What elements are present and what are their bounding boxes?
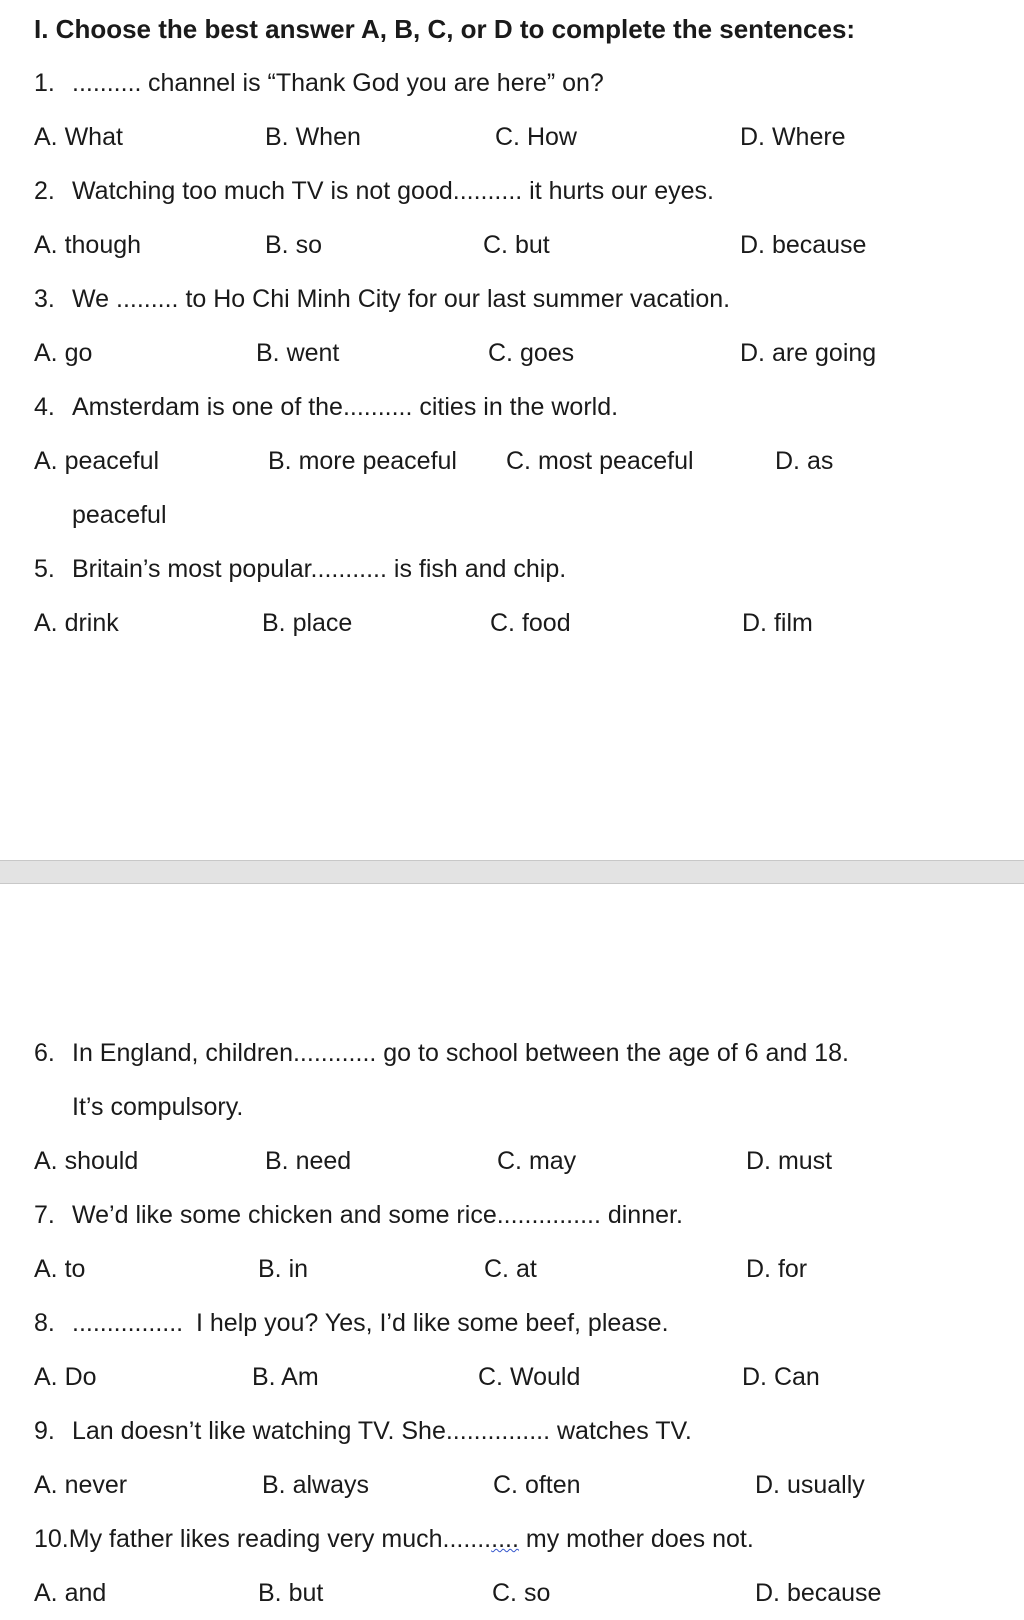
question-number: 9. (34, 1417, 55, 1445)
options-8 (0, 1350, 1024, 1404)
option-b[interactable]: B. always (262, 1471, 369, 1499)
question-text: We ......... to Ho Chi Minh City for our last summer vacation. (72, 285, 731, 313)
option-b[interactable]: B. place (262, 609, 353, 637)
option-b[interactable]: B. went (256, 339, 340, 367)
question-5 (0, 542, 1024, 596)
question-3 (0, 272, 1024, 326)
question-text-lead: 10.My father likes reading very much....... (34, 1525, 492, 1553)
question-text: Lan doesn’t like watching TV. She............... watches TV. (72, 1417, 692, 1445)
option-a[interactable]: A. and (34, 1579, 107, 1607)
option-b[interactable]: B. Am (252, 1363, 319, 1391)
option-a[interactable]: A. Do (34, 1363, 97, 1391)
question-number: 5. (34, 555, 55, 583)
options-10 (0, 1566, 1024, 1620)
question-number: 7. (34, 1201, 55, 1229)
option-b[interactable]: B. need (265, 1147, 352, 1175)
option-c[interactable]: C. food (490, 609, 571, 637)
option-d[interactable]: D. are going (740, 339, 877, 367)
option-b[interactable]: B. more peaceful (268, 447, 457, 475)
option-a[interactable]: A. to (34, 1255, 86, 1283)
option-c[interactable]: C. most peaceful (506, 447, 694, 475)
page-break (0, 860, 1024, 884)
option-b[interactable]: B. but (258, 1579, 324, 1607)
option-d[interactable]: D. for (746, 1255, 808, 1283)
option-d[interactable]: D. usually (755, 1471, 865, 1499)
question-number: 2. (34, 177, 55, 205)
options-1 (0, 110, 1024, 164)
option-c[interactable]: C. often (493, 1471, 581, 1499)
question-number: 8. (34, 1309, 55, 1337)
option-d[interactable]: D. Where (740, 123, 846, 151)
options-4-continued (0, 488, 1024, 542)
question-10 (0, 1512, 1024, 1566)
question-text-group (34, 1512, 754, 1566)
question-4 (0, 380, 1024, 434)
question-7 (0, 1188, 1024, 1242)
option-c[interactable]: C. How (495, 123, 577, 151)
option-c[interactable]: C. Would (478, 1363, 581, 1391)
options-6 (0, 1134, 1024, 1188)
question-text: We’d like some chicken and some rice............... dinner. (72, 1201, 683, 1229)
question-text: Britain’s most popular........... is fish and chip. (72, 555, 567, 583)
option-a[interactable]: A. What (34, 123, 123, 151)
options-5 (0, 596, 1024, 650)
option-d[interactable]: D. film (742, 609, 813, 637)
option-a[interactable]: A. go (34, 339, 93, 367)
option-d[interactable]: D. because (755, 1579, 882, 1607)
option-d[interactable]: D. must (746, 1147, 833, 1175)
option-d[interactable]: D. Can (742, 1363, 820, 1391)
question-text: Amsterdam is one of the.......... cities in the world. (72, 393, 619, 421)
question-1 (0, 56, 1024, 110)
question-text: Watching too much TV is not good.......... it hurts our eyes. (72, 177, 714, 205)
options-4 (0, 434, 1024, 488)
spellcheck-squiggle: .... (491, 1525, 519, 1553)
question-number: 6. (34, 1039, 55, 1067)
option-a[interactable]: A. though (34, 231, 142, 259)
option-c[interactable]: C. at (484, 1255, 537, 1283)
question-number: 4. (34, 393, 55, 421)
question-6-continued (0, 1080, 1024, 1134)
option-c[interactable]: C. so (492, 1579, 551, 1607)
option-d-wrap: peaceful (72, 501, 167, 529)
option-a[interactable]: A. should (34, 1147, 139, 1175)
option-a[interactable]: A. never (34, 1471, 128, 1499)
option-b[interactable]: B. When (265, 123, 361, 151)
question-2 (0, 164, 1024, 218)
option-b[interactable]: B. so (265, 231, 322, 259)
question-text-tail: my mother does not. (525, 1525, 754, 1553)
options-2 (0, 218, 1024, 272)
question-text: channel is “Thank God you are here” on? (148, 69, 604, 97)
option-d[interactable]: D. because (740, 231, 867, 259)
question-text-wrap: It’s compulsory. (72, 1093, 244, 1121)
options-9 (0, 1458, 1024, 1512)
question-number: 3. (34, 285, 55, 313)
option-a[interactable]: A. peaceful (34, 447, 160, 475)
option-d[interactable]: D. as (775, 447, 834, 475)
option-b[interactable]: B. in (258, 1255, 309, 1283)
options-3 (0, 326, 1024, 380)
instruction-text: I. Choose the best answer A, B, C, or D to complete the sentences: (34, 14, 856, 44)
option-c[interactable]: C. may (497, 1147, 577, 1175)
question-6 (0, 1026, 1024, 1080)
exercise-instruction (0, 2, 1024, 56)
answer-blank: ................ (72, 1309, 184, 1337)
question-text: I help you? Yes, I’d like some beef, please. (196, 1309, 669, 1337)
question-text: In England, children............ go to school between the age of 6 and 18. (72, 1039, 849, 1067)
question-number: 1. (34, 69, 55, 97)
options-7 (0, 1242, 1024, 1296)
option-a[interactable]: A. drink (34, 609, 119, 637)
option-c[interactable]: C. but (483, 231, 550, 259)
question-8 (0, 1296, 1024, 1350)
answer-blank: .......... (72, 69, 142, 97)
question-9 (0, 1404, 1024, 1458)
option-c[interactable]: C. goes (488, 339, 575, 367)
